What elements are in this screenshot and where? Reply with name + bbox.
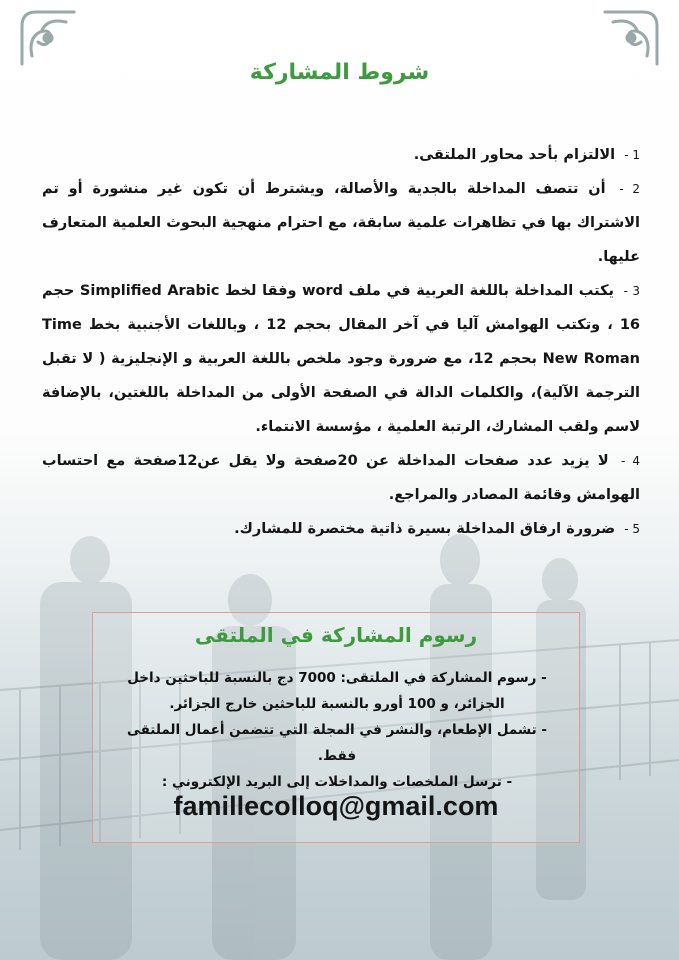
fees-lines [109, 665, 565, 795]
condition-text: الالتزام بأحد محاور الملتقى. [413, 147, 616, 163]
condition-number: 5 - [624, 522, 640, 536]
condition-number: 1 - [624, 148, 640, 162]
condition-number: 4 - [620, 454, 640, 468]
fees-line-amount: - رسوم المشاركة في الملتقى: 7000 دج بالنسبة للباحثين داخل الجزائر، و 100 أورو بالنسبة للباحثين خارج الجزائر. [127, 670, 547, 712]
corner-ornament-left-icon [18, 8, 78, 68]
condition-item-2 [42, 172, 640, 274]
condition-number: 2 - [619, 182, 640, 196]
corner-ornament-right-icon [601, 8, 661, 68]
condition-text: لا يزيد عدد صفحات المداخلة عن 20صفحة ولا يقل عن12صفحة مع احتساب الهوامش وقائمة المصادر والمراجع. [42, 453, 640, 503]
contact-email-link[interactable]: famillecolloq@gmail.com [173, 791, 499, 821]
condition-item-1 [42, 138, 640, 172]
condition-item-5 [42, 512, 640, 546]
fees-box [92, 612, 580, 843]
condition-text: أن تتصف المداخلة بالجدية والأصالة، ويشترط أن تكون غير منشورة أو تم الاشتراك بها في تظاهرات علمية سابقة، مع احترام منهجية البحوث العلمية المتعارف عليها. [42, 181, 640, 265]
condition-text: ضرورة ارفاق المداخلة بسيرة ذاتية مختصرة للمشارك. [234, 521, 616, 537]
page-title: شروط المشاركة [249, 60, 430, 85]
fees-title: رسوم المشاركة في الملتقى [194, 623, 478, 647]
condition-item-4 [42, 444, 640, 512]
conditions-list [42, 138, 640, 546]
condition-text: يكتب المداخلة باللغة العربية في ملف word وفقا لخط Simplified Arabic حجم 16 ، وتكتب الهوامش آليا في آخر المقال بحجم 12 ، وباللغات الأجنبية بخط Time New Roman بحجم 12، مع ضرورة وجود ملخص باللغة العربية و الإنجليزية ( لا تقبل الترجمة الآلية)، والكلمات الدالة في الصفحة الأولى من المداخلة باللغتين، بالإضافة لاسم ولقب المشارك، الرتبة العلمية ، مؤسسة الانتماء. [42, 283, 640, 435]
condition-item-3 [42, 274, 640, 444]
condition-number: 3 - [623, 284, 640, 298]
fees-line-submission: - ترسل الملخصات والمداخلات إلى البريد الإلكتروني : [161, 774, 513, 790]
fees-line-includes: - تشمل الإطعام، والنشر في المجلة التي تتضمن أعمال الملتقى فقط. [126, 722, 548, 764]
